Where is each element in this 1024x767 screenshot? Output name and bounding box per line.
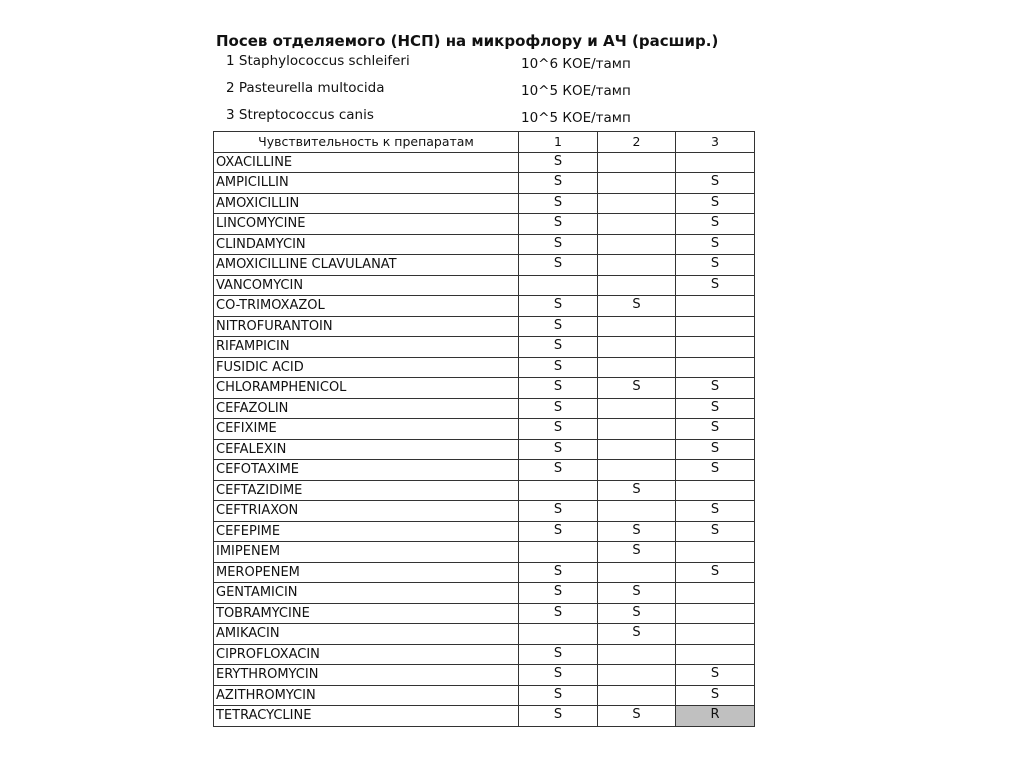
table-row (214, 501, 755, 522)
sensitivity-cell: S (519, 521, 598, 542)
drug-name: TOBRAMYCINE (214, 603, 519, 624)
drug-name: IMIPENEM (214, 542, 519, 563)
table-row (214, 480, 755, 501)
sensitivity-cell (519, 275, 598, 296)
table-row (214, 460, 755, 481)
sensitivity-cell: S (519, 378, 598, 399)
sensitivity-cell: S (519, 193, 598, 214)
sensitivity-cell (598, 275, 676, 296)
sensitivity-cell (519, 480, 598, 501)
header-organism-2: 2 (598, 132, 676, 153)
table-row (214, 337, 755, 358)
sensitivity-cell: S (676, 460, 755, 481)
table-row (214, 234, 755, 255)
sensitivity-cell: R (676, 706, 755, 727)
organism-cfu: 10^5 КОЕ/тамп (521, 110, 631, 126)
table-row (214, 357, 755, 378)
sensitivity-cell (676, 603, 755, 624)
drug-name: CLINDAMYCIN (214, 234, 519, 255)
sensitivity-cell (676, 316, 755, 337)
header-organism-1: 1 (519, 132, 598, 153)
sensitivity-cell: S (598, 521, 676, 542)
sensitivity-cell: S (676, 193, 755, 214)
table-row (214, 685, 755, 706)
table-row (214, 706, 755, 727)
sensitivity-cell (676, 152, 755, 173)
sensitivity-cell: S (676, 439, 755, 460)
sensitivity-cell: S (676, 398, 755, 419)
table-row (214, 583, 755, 604)
organism-cfu: 10^6 КОЕ/тамп (521, 56, 631, 72)
sensitivity-cell (598, 255, 676, 276)
sensitivity-cell (676, 480, 755, 501)
drug-name: CEFIXIME (214, 419, 519, 440)
table-row (214, 316, 755, 337)
table-row (214, 255, 755, 276)
sensitivity-cell: S (676, 214, 755, 235)
sensitivity-cell: S (676, 173, 755, 194)
sensitivity-cell (676, 583, 755, 604)
sensitivity-cell (598, 357, 676, 378)
sensitivity-cell: S (676, 665, 755, 686)
sensitivity-cell: S (519, 316, 598, 337)
sensitivity-cell: S (598, 603, 676, 624)
table-row (214, 644, 755, 665)
sensitivity-cell: S (598, 296, 676, 317)
table-row (214, 624, 755, 645)
sensitivity-cell (598, 234, 676, 255)
drug-name: AZITHROMYCIN (214, 685, 519, 706)
sensitivity-cell: S (598, 378, 676, 399)
sensitivity-cell (598, 644, 676, 665)
sensitivity-cell: S (676, 685, 755, 706)
sensitivity-cell: S (676, 378, 755, 399)
drug-name: VANCOMYCIN (214, 275, 519, 296)
sensitivity-cell: S (598, 624, 676, 645)
organism-name: 3 Streptococcus canis (226, 107, 374, 123)
drug-name: CEFEPIME (214, 521, 519, 542)
sensitivity-cell (676, 296, 755, 317)
sensitivity-cell: S (519, 214, 598, 235)
sensitivity-cell: S (598, 583, 676, 604)
sensitivity-cell (598, 562, 676, 583)
sensitivity-cell: S (519, 603, 598, 624)
header-organism-3: 3 (676, 132, 755, 153)
table-row (214, 275, 755, 296)
sensitivity-cell (676, 624, 755, 645)
drug-name: AMOXICILLIN (214, 193, 519, 214)
table-row (214, 296, 755, 317)
drug-name: CIPROFLOXACIN (214, 644, 519, 665)
sensitivity-cell: S (519, 501, 598, 522)
sensitivity-cell (676, 357, 755, 378)
sensitivity-cell: S (676, 419, 755, 440)
sensitivity-cell: S (519, 706, 598, 727)
sensitivity-cell: S (519, 419, 598, 440)
table-row (214, 173, 755, 194)
table-row (214, 603, 755, 624)
sensitivity-cell: S (519, 460, 598, 481)
sensitivity-cell (598, 337, 676, 358)
sensitivity-cell (676, 644, 755, 665)
sensitivity-cell (598, 460, 676, 481)
drug-name: CEFOTAXIME (214, 460, 519, 481)
drug-name: FUSIDIC ACID (214, 357, 519, 378)
sensitivity-cell (598, 173, 676, 194)
table-row (214, 521, 755, 542)
sensitivity-cell (598, 665, 676, 686)
drug-name: AMIKACIN (214, 624, 519, 645)
drug-name: TETRACYCLINE (214, 706, 519, 727)
sensitivity-cell: S (519, 152, 598, 173)
drug-name: AMPICILLIN (214, 173, 519, 194)
sensitivity-cell: S (676, 275, 755, 296)
sensitivity-cell: S (676, 255, 755, 276)
sensitivity-cell: S (519, 562, 598, 583)
sensitivity-cell: S (519, 583, 598, 604)
sensitivity-cell (676, 542, 755, 563)
sensitivity-cell (519, 624, 598, 645)
table-header-row (214, 132, 755, 153)
drug-name: CEFAZOLIN (214, 398, 519, 419)
organism-name: 2 Pasteurella multocida (226, 80, 385, 96)
drug-name: NITROFURANTOIN (214, 316, 519, 337)
drug-name: CEFALEXIN (214, 439, 519, 460)
sensitivity-cell (598, 152, 676, 173)
sensitivity-cell: S (676, 562, 755, 583)
sensitivity-cell: S (519, 644, 598, 665)
sensitivity-cell: S (519, 255, 598, 276)
sensitivity-cell: S (519, 296, 598, 317)
table-row (214, 152, 755, 173)
drug-name: LINCOMYCINE (214, 214, 519, 235)
sensitivity-cell: S (676, 521, 755, 542)
drug-name: CHLORAMPHENICOL (214, 378, 519, 399)
sensitivity-cell: S (519, 357, 598, 378)
sensitivity-cell: S (519, 337, 598, 358)
sensitivity-cell: S (676, 234, 755, 255)
drug-name: AMOXICILLINE CLAVULANAT (214, 255, 519, 276)
sensitivity-cell: S (519, 665, 598, 686)
sensitivity-cell: S (676, 501, 755, 522)
table-row (214, 193, 755, 214)
drug-name: CEFTRIAXON (214, 501, 519, 522)
sensitivity-cell (598, 685, 676, 706)
drug-name: GENTAMICIN (214, 583, 519, 604)
sensitivity-cell (598, 193, 676, 214)
sensitivity-cell: S (519, 685, 598, 706)
table-row (214, 214, 755, 235)
drug-name: RIFAMPICIN (214, 337, 519, 358)
header-drugs: Чувствительность к препаратам (214, 132, 519, 153)
drug-name: ERYTHROMYCIN (214, 665, 519, 686)
document-title: Посев отделяемого (НСП) на микрофлору и АЧ (расшир.) (216, 32, 719, 50)
organism-cfu: 10^5 КОЕ/тамп (521, 83, 631, 99)
table-row (214, 419, 755, 440)
sensitivity-cell: S (519, 398, 598, 419)
table-row (214, 562, 755, 583)
sensitivity-cell: S (598, 542, 676, 563)
table-row (214, 542, 755, 563)
drug-name: OXACILLINE (214, 152, 519, 173)
organism-name: 1 Staphylococcus schleiferi (226, 53, 410, 69)
table-row (214, 665, 755, 686)
table-row (214, 398, 755, 419)
drug-name: CO-TRIMOXAZOL (214, 296, 519, 317)
sensitivity-cell (598, 501, 676, 522)
sensitivity-cell (598, 316, 676, 337)
sensitivity-cell (598, 419, 676, 440)
sensitivity-cell: S (519, 439, 598, 460)
drug-name: MEROPENEM (214, 562, 519, 583)
sensitivity-cell: S (598, 480, 676, 501)
sensitivity-cell (676, 337, 755, 358)
sensitivity-cell: S (598, 706, 676, 727)
table-row (214, 378, 755, 399)
drug-name: CEFTAZIDIME (214, 480, 519, 501)
sensitivity-cell (519, 542, 598, 563)
sensitivity-cell: S (519, 234, 598, 255)
sensitivity-cell (598, 214, 676, 235)
sensitivity-cell (598, 398, 676, 419)
sensitivity-cell: S (519, 173, 598, 194)
sensitivity-table (213, 131, 755, 727)
table-row (214, 439, 755, 460)
sensitivity-cell (598, 439, 676, 460)
